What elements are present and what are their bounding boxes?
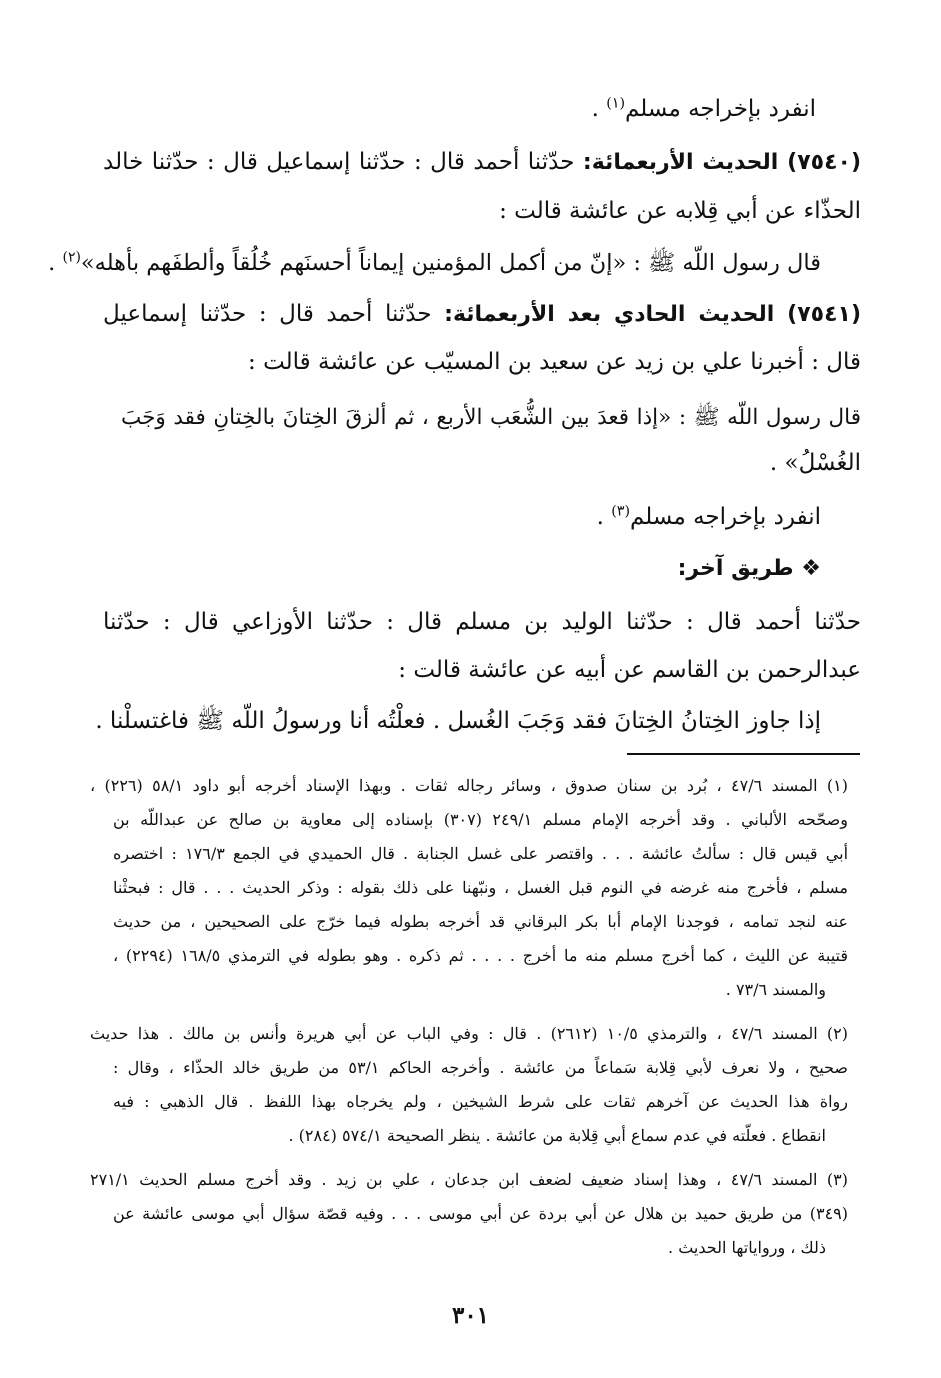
footnote-text: (٣) المسند ٤٧/٦ ، وهذا إسناد ضعيف لضعف ابن جدعان ، علي بن زيد . وقد أخرج مسلم الحديث ٢٧١/١ (90, 1170, 849, 1189)
footnote-3-line (113, 1199, 848, 1229)
footnote-text: (٣٤٩) من طريق حميد بن هلال عن أبي بردة عن أبي موسى . . . وفيه قصّة سؤال أبي موسى عائشة عن (113, 1204, 848, 1223)
hadith-7541-line-1 (103, 291, 861, 337)
hadith-7541-line-2 (248, 339, 861, 385)
footnote-1-line (90, 771, 848, 801)
hadith-7540-label: (٧٥٤٠) الحديث الأربعمائة: (582, 150, 861, 175)
footnote-3-line (668, 1233, 826, 1263)
footnote-text: أبي قيس قال : سألتُ عائشة . . . واقتصر على غسل الجنابة . قال الحميدي في الجمع ١٧٦/٣ : اختصره (113, 844, 849, 863)
hadith-7541-quote-1 (121, 395, 861, 441)
hadith-7541-isnad-1: حدّثنا أحمد قال : حدّثنا إسماعيل (103, 301, 445, 327)
footnote-2-line (288, 1121, 826, 1151)
footnote-ref-2[interactable]: (٢) (62, 249, 81, 266)
footnote-text: انقطاع . فعلّته في عدم سماع أبي قِلابة من عائشة . ينظر الصحيحة ٥٧٤/١ (٢٨٤) . (288, 1126, 826, 1145)
footnote-separator (627, 753, 860, 755)
footnote-1-line (113, 839, 848, 869)
footnote-text: رواة هذا الحديث عن آخرهم ثقات على شرط الشيخين ، ولم يخرجاه بهذا اللفظ . قال الذهبي : فيه (113, 1092, 848, 1111)
hadith-7541-quote-2 (770, 440, 861, 486)
alt-chain-line-2 (398, 647, 861, 693)
footnote-text: صحيح ، ولا نعرف لأبي قِلابة سَماعاً من عائشة . وأخرجه الحاكم ٥٣/١ من طريق خالد الحذّاء ، وقال : (113, 1058, 848, 1077)
footnote-2-line (90, 1019, 848, 1049)
hadith-7540-text: قال رسول اللّه ﷺ : «إنّ من أكمل المؤمنين إيماناً أحسنَهم خُلُقاً وألطفَهم بأهله» (80, 250, 821, 276)
muslim-note-3 (597, 494, 821, 540)
text-end: . (596, 504, 612, 530)
footnote-text: (١) المسند ٤٧/٦ ، بُرد بن سنان صدوق ، وسائر رجاله ثقات . وبهذا الإسناد أخرجه أبو داود ٥٨/١ (٢٢٦) ، (90, 776, 849, 795)
alt-chain-heading (678, 546, 821, 592)
footnote-1-line (113, 805, 848, 835)
text: انفرد بإخراجه مسلم (625, 96, 816, 122)
footnote-2-line (113, 1087, 848, 1117)
footnote-2-line (113, 1053, 848, 1083)
text: انفرد بإخراجه مسلم (630, 504, 821, 530)
hadith-7540-isnad-2: الحذّاء عن أبي قِلابه عن عائشة قالت : (499, 198, 861, 224)
hadith-7541-text-2: الغُسْلُ» . (769, 450, 861, 476)
footnote-text: والمسند ٧٣/٦ . (725, 980, 826, 999)
footnote-text: (٢) المسند ٤٧/٦ ، والترمذي ١٠/٥ (٢٦١٢) . قال : وفي الباب عن أبي هريرة وأنس بن مالك . هذا حديث (90, 1024, 849, 1043)
hadith-7540-quote (48, 240, 821, 286)
alt-isnad-2: عبدالرحمن بن القاسم عن أبيه عن عائشة قالت : (398, 657, 861, 683)
hadith-7541-label: (٧٥٤١) الحديث الحادي بعد الأربعمائة: (444, 302, 861, 327)
alt-chain-line-1 (103, 599, 861, 645)
hadith-7540-line-2 (499, 188, 861, 234)
muslim-note-1 (592, 86, 816, 132)
alt-matn: إذا جاوز الخِتانُ الخِتانَ فقد وَجَبَ الغُسل . فعلْتُه أنا ورسولُ اللّه ﷺ فاغتسلْنا . (95, 708, 821, 734)
footnote-text: مسلم ، فأخرج منه غرضه في النوم قبل الغسل ، ونبّهنا على ذلك بقوله : وذكر الحديث . . . قال : فبحثْنا (113, 878, 848, 897)
hadith-7540-line-1 (103, 139, 861, 185)
footnote-ref-1[interactable]: (١) (606, 95, 625, 112)
footnote-text: قتيبة عن الليث ، كما أخرج مسلم منه ما أخرج . . . . ثم ذكره . وهو بطوله في الترمذي ١٦٨/٥ (٢٢٩٤) ، (113, 946, 848, 965)
footnote-1-line (726, 975, 826, 1005)
footnote-text: عنه لنجد تمامه ، فوجدنا الإمام أبا بكر البرقاني قد أخرجه بطوله فيما خرّج على الصحيحين ، من حديث (113, 912, 848, 931)
page-number: ٣٠١ (451, 1302, 490, 1329)
footnote-1-line (113, 941, 848, 971)
alt-chain-line-3 (95, 698, 821, 744)
hadith-7540-isnad-1: حدّثنا أحمد قال : حدّثنا إسماعيل قال : حدّثنا خالد (103, 149, 583, 175)
footnote-3-line (90, 1165, 848, 1195)
footnote-1-line (113, 907, 848, 937)
hadith-7541-text-1: قال رسول اللّه ﷺ : «إذا قعدَ بين الشُّعَب الأربع ، ثم ألزقَ الخِتانَ بالخِتانِ فقد وَجَبَ (121, 405, 861, 430)
footnote-text: ذلك ، ورواياتها الحديث . (668, 1238, 826, 1257)
alt-heading-text: ❖ طريق آخر: (677, 556, 821, 581)
text-end: . (48, 250, 63, 276)
hadith-7541-isnad-2: قال : أخبرنا علي بن زيد عن سعيد بن المسيّب عن عائشة قالت : (248, 349, 861, 375)
footnote-1-line (113, 873, 848, 903)
alt-isnad-1: حدّثنا أحمد قال : حدّثنا الوليد بن مسلم قال : حدّثنا الأوزاعي قال : حدّثنا (103, 609, 861, 635)
footnote-text: وصحّحه الألباني . وقد أخرجه الإمام مسلم ٢٤٩/١ (٣٠٧) بإسناده إلى معاوية بن صالح عن عبداللّه بن (113, 810, 848, 829)
footnote-ref-3[interactable]: (٣) (611, 503, 630, 520)
text-end: . (591, 96, 607, 122)
